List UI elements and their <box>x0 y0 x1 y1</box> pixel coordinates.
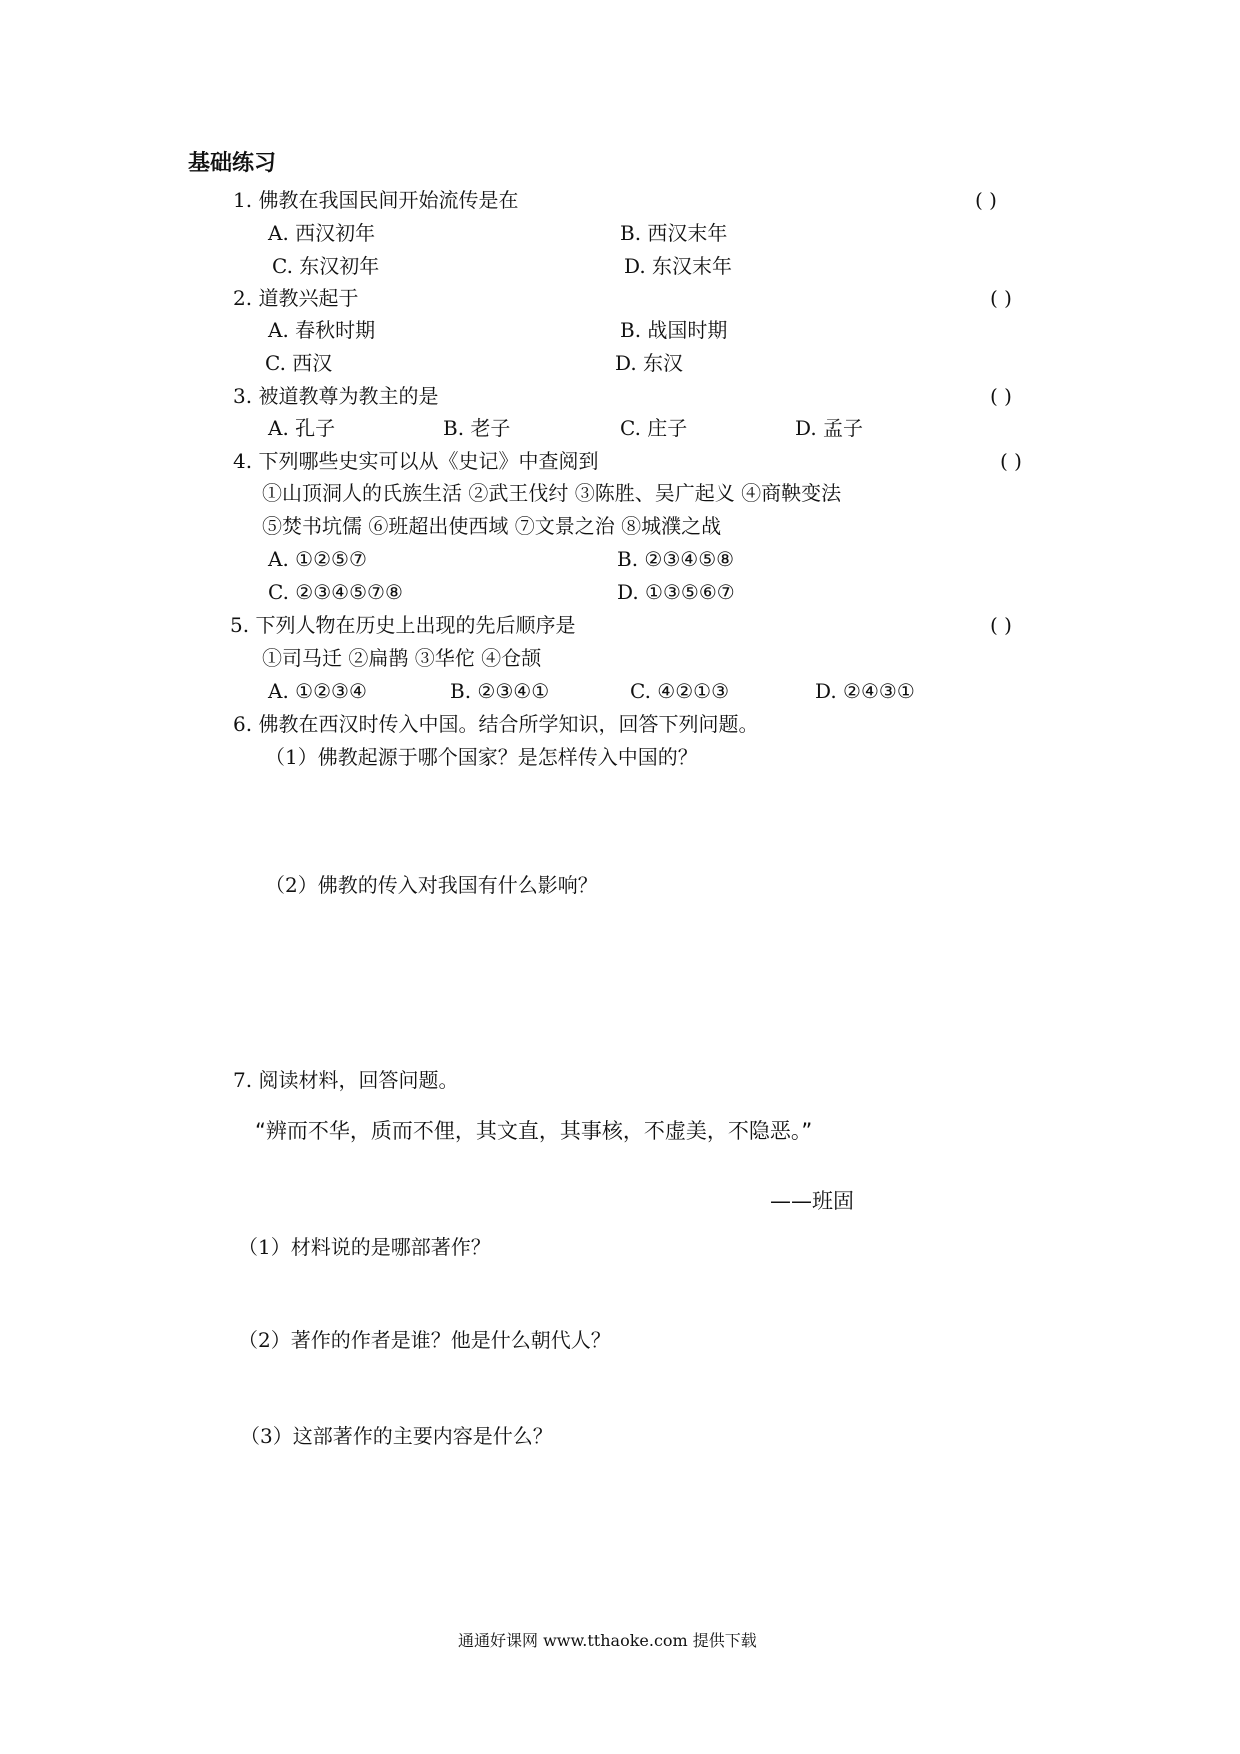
q7-sub3: （3）这部著作的主要内容是什么？ <box>240 1424 553 1448</box>
section-heading: 基础练习 <box>188 151 277 176</box>
q7-quote: “辨而不华，质而不俚，其文直，其事核，不虚美，不隐恶。” <box>255 1119 813 1143</box>
q1-option-a: A. 西汉初年 <box>268 221 376 245</box>
q5-stem: 5. 下列人物在历史上出现的先后顺序是 <box>230 613 576 637</box>
q4-option-a: A. ①②⑤⑦ <box>268 547 367 571</box>
q7-sub1: （1）材料说的是哪部著作？ <box>238 1235 491 1259</box>
q6-stem: 6. 佛教在西汉时传入中国。结合所学知识，回答下列问题。 <box>233 712 759 736</box>
q4-option-d: D. ①③⑤⑥⑦ <box>617 580 735 604</box>
q6-sub1: （1）佛教起源于哪个国家？是怎样传入中国的？ <box>265 745 698 769</box>
q4-stem: 4. 下列哪些史实可以从《史记》中查阅到 <box>233 449 599 473</box>
q7-stem: 7. 阅读材料，回答问题。 <box>233 1068 459 1092</box>
q7-sub2: （2）著作的作者是谁？他是什么朝代人？ <box>238 1328 611 1352</box>
q6-sub2: （2）佛教的传入对我国有什么影响？ <box>265 873 598 897</box>
q4-answer-paren: ( ) <box>1000 449 1022 473</box>
q5-option-a: A. ①②③④ <box>268 679 367 703</box>
q2-option-a: A. 春秋时期 <box>268 318 376 342</box>
q4-option-b: B. ②③④⑤⑧ <box>617 547 735 571</box>
q5-option-b: B. ②③④① <box>450 679 550 703</box>
q3-option-c: C. 庄子 <box>620 416 688 440</box>
page-footer: 通通好课网 www.tthaoke.com 提供下载 <box>458 1631 757 1650</box>
q4-items-line2: ⑤焚书坑儒 ⑥班超出使西域 ⑦文景之治 ⑧城濮之战 <box>262 514 722 538</box>
q2-option-d: D. 东汉 <box>615 351 684 375</box>
q3-option-a: A. 孔子 <box>268 416 336 440</box>
q4-option-c: C. ②③④⑤⑦⑧ <box>268 580 403 604</box>
q5-option-c: C. ④②①③ <box>630 679 730 703</box>
q2-option-b: B. 战国时期 <box>620 318 728 342</box>
q2-answer-paren: ( ) <box>990 286 1012 310</box>
q3-stem: 3. 被道教尊为教主的是 <box>233 384 439 408</box>
q4-items-line1: ①山顶洞人的氏族生活 ②武王伐纣 ③陈胜、吴广起义 ④商鞅变法 <box>262 481 842 505</box>
q3-option-d: D. 孟子 <box>795 416 864 440</box>
q3-option-b: B. 老子 <box>443 416 511 440</box>
q1-answer-paren: ( ) <box>975 188 997 212</box>
q3-answer-paren: ( ) <box>990 384 1012 408</box>
q2-stem: 2. 道教兴起于 <box>233 286 359 310</box>
q5-answer-paren: ( ) <box>990 613 1012 637</box>
q1-option-c: C. 东汉初年 <box>272 254 380 278</box>
q7-attribution: ——班固 <box>770 1189 854 1213</box>
q2-option-c: C. 西汉 <box>265 351 333 375</box>
q5-items: ①司马迁 ②扁鹊 ③华佗 ④仓颉 <box>262 646 542 670</box>
q1-option-d: D. 东汉末年 <box>624 254 733 278</box>
q1-stem: 1. 佛教在我国民间开始流传是在 <box>233 188 519 212</box>
q5-option-d: D. ②④③① <box>815 679 915 703</box>
q1-option-b: B. 西汉末年 <box>620 221 728 245</box>
